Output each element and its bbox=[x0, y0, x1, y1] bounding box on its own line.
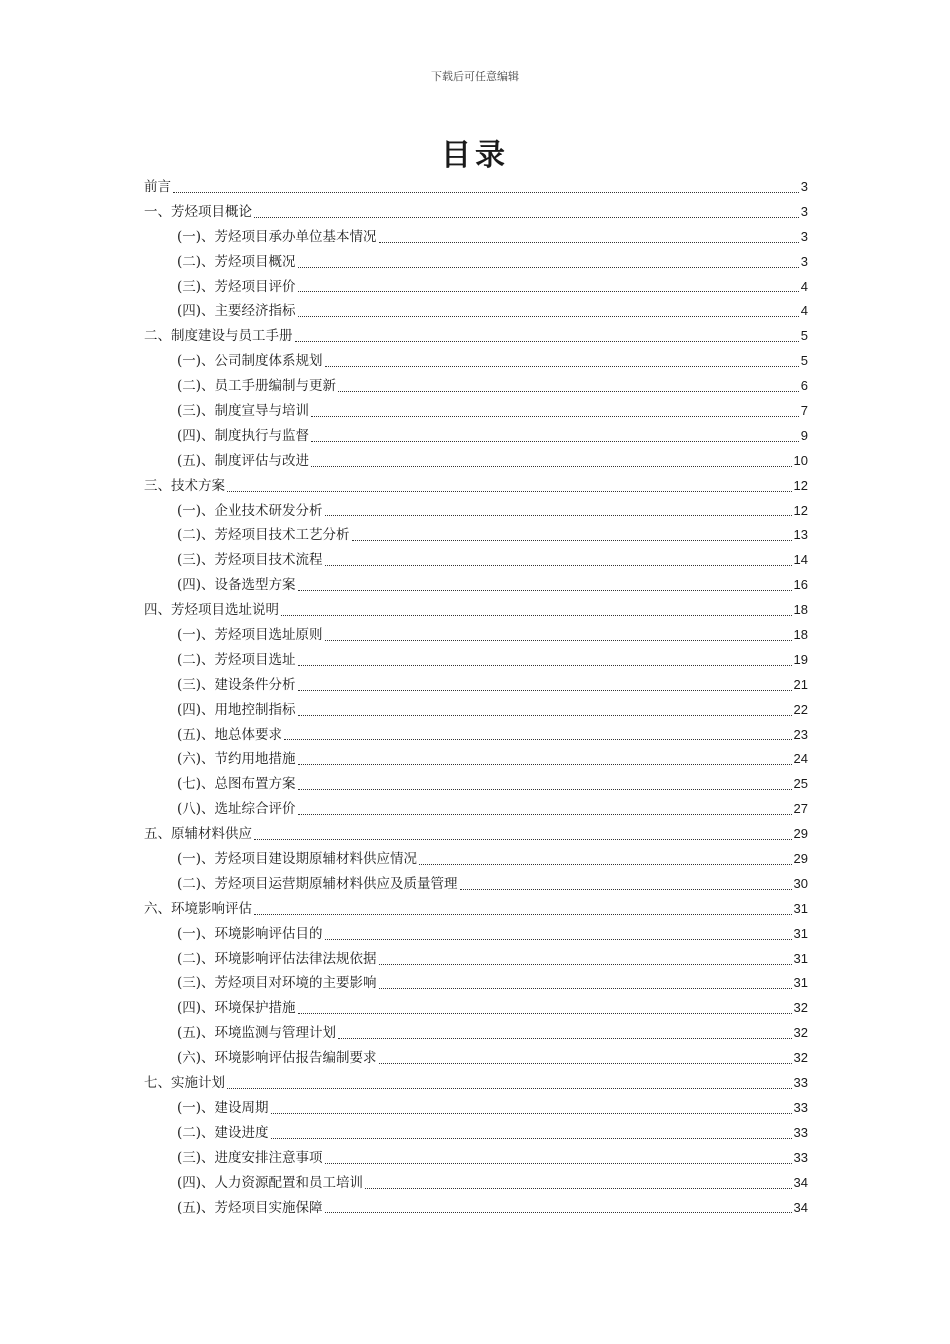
toc-entry-label: (八)、选址综合评价 bbox=[177, 801, 296, 818]
toc-entry-label: (四)、设备选型方案 bbox=[177, 577, 296, 594]
toc-leader-dots bbox=[281, 615, 792, 616]
toc-section-entry[interactable] bbox=[144, 200, 808, 225]
toc-entry-label: (四)、主要经济指标 bbox=[177, 303, 296, 320]
toc-subsection-entry[interactable] bbox=[144, 772, 808, 797]
toc-entry-label: (二)、芳烃项目选址 bbox=[177, 651, 296, 668]
toc-entry-page-number: 25 bbox=[793, 776, 808, 792]
toc-entry-label: (一)、建设周期 bbox=[177, 1099, 269, 1116]
toc-subsection-entry[interactable] bbox=[144, 1196, 808, 1221]
toc-entry-label: 六、环境影响评估 bbox=[144, 900, 252, 917]
toc-subsection-entry[interactable] bbox=[144, 623, 808, 648]
toc-entry-page-number: 7 bbox=[800, 403, 808, 418]
toc-subsection-entry[interactable] bbox=[144, 996, 808, 1021]
toc-leader-dots bbox=[460, 889, 792, 890]
toc-section-entry[interactable] bbox=[144, 175, 808, 200]
toc-entry-page-number: 4 bbox=[800, 278, 808, 294]
toc-entry-label: (三)、进度安排注意事项 bbox=[177, 1149, 323, 1166]
toc-entry-label: 二、制度建设与员工手册 bbox=[144, 328, 293, 345]
toc-entry-label: (一)、芳烃项目建设期原辅材料供应情况 bbox=[177, 851, 418, 868]
toc-subsection-entry[interactable] bbox=[144, 275, 808, 300]
toc-entry-label: (三)、芳烃项目对环境的主要影响 bbox=[177, 975, 377, 992]
toc-entry-page-number: 31 bbox=[793, 925, 808, 941]
toc-entry-label: (二)、环境影响评估法律法规依据 bbox=[177, 950, 377, 967]
toc-entry-label: (二)、芳烃项目技术工艺分析 bbox=[177, 527, 350, 544]
toc-leader-dots bbox=[311, 466, 791, 467]
toc-entry-page-number: 18 bbox=[793, 627, 808, 643]
page-header: 下载后可任意编辑 bbox=[431, 70, 519, 83]
toc-entry-label: (一)、环境影响评估目的 bbox=[177, 925, 323, 942]
toc-entry-label: (三)、芳烃项目技术流程 bbox=[177, 552, 323, 569]
toc-entry-label: (二)、建设进度 bbox=[177, 1124, 269, 1141]
toc-section-entry[interactable] bbox=[144, 897, 808, 922]
toc-leader-dots bbox=[365, 1188, 791, 1189]
toc-entry-page-number: 19 bbox=[793, 651, 808, 667]
toc-entry-page-number: 4 bbox=[800, 303, 808, 319]
toc-entry-page-number: 21 bbox=[793, 676, 808, 692]
toc-subsection-entry[interactable] bbox=[144, 673, 808, 698]
toc-leader-dots bbox=[298, 291, 799, 292]
toc-entry-page-number: 3 bbox=[800, 228, 808, 244]
toc-entry-label: (五)、环境监测与管理计划 bbox=[177, 1025, 337, 1042]
toc-entry-page-number: 27 bbox=[793, 801, 808, 817]
toc-leader-dots bbox=[311, 441, 799, 442]
toc-leader-dots bbox=[298, 316, 799, 317]
toc-subsection-entry[interactable] bbox=[144, 523, 808, 548]
toc-entry-page-number: 32 bbox=[793, 1050, 808, 1066]
toc-subsection-entry[interactable] bbox=[144, 1146, 808, 1171]
toc-subsection-entry[interactable] bbox=[144, 424, 808, 449]
toc-leader-dots bbox=[254, 914, 792, 915]
toc-entry-label: (六)、节约用地措施 bbox=[177, 751, 296, 768]
toc-leader-dots bbox=[298, 665, 792, 666]
toc-subsection-entry[interactable] bbox=[144, 548, 808, 573]
toc-subsection-entry[interactable] bbox=[144, 1121, 808, 1146]
toc-leader-dots bbox=[379, 242, 799, 243]
toc-leader-dots bbox=[298, 789, 792, 790]
toc-entry-page-number: 16 bbox=[793, 577, 808, 593]
toc-leader-dots bbox=[325, 1163, 792, 1164]
toc-entry-page-number: 14 bbox=[793, 552, 808, 568]
toc-entry-label: 一、芳烃项目概论 bbox=[144, 203, 252, 220]
toc-entry-label: (一)、芳烃项目承办单位基本情况 bbox=[177, 228, 377, 245]
toc-subsection-entry[interactable] bbox=[144, 723, 808, 748]
toc-entry-label: 五、原辅材料供应 bbox=[144, 826, 252, 843]
toc-subsection-entry[interactable] bbox=[144, 499, 808, 524]
toc-leader-dots bbox=[311, 416, 799, 417]
toc-leader-dots bbox=[298, 764, 792, 765]
toc-entry-label: (一)、芳烃项目选址原则 bbox=[177, 627, 323, 644]
toc-subsection-entry[interactable] bbox=[144, 1171, 808, 1196]
toc-entry-label: (二)、芳烃项目运营期原辅材料供应及质量管理 bbox=[177, 875, 458, 892]
toc-leader-dots bbox=[379, 988, 792, 989]
table-of-contents bbox=[144, 175, 808, 1220]
toc-leader-dots bbox=[379, 1063, 792, 1064]
toc-entry-label: (二)、员工手册编制与更新 bbox=[177, 378, 337, 395]
toc-leader-dots bbox=[298, 267, 799, 268]
toc-subsection-entry[interactable] bbox=[144, 299, 808, 324]
toc-entry-page-number: 3 bbox=[800, 178, 808, 194]
toc-entry-page-number: 31 bbox=[793, 900, 808, 916]
toc-entry-label: (四)、制度执行与监督 bbox=[177, 427, 310, 444]
toc-entry-label: (三)、建设条件分析 bbox=[177, 676, 296, 693]
toc-subsection-entry[interactable] bbox=[144, 399, 808, 424]
toc-entry-label: (四)、环境保护措施 bbox=[177, 1000, 296, 1017]
toc-subsection-entry[interactable] bbox=[144, 698, 808, 723]
toc-entry-label: (五)、芳烃项目实施保障 bbox=[177, 1199, 323, 1216]
toc-entry-page-number: 34 bbox=[793, 1199, 808, 1215]
toc-entry-page-number: 12 bbox=[793, 477, 808, 493]
toc-entry-page-number: 30 bbox=[793, 875, 808, 891]
toc-subsection-entry[interactable] bbox=[144, 797, 808, 822]
toc-subsection-entry[interactable] bbox=[144, 1021, 808, 1046]
toc-entry-page-number: 12 bbox=[793, 502, 808, 518]
toc-subsection-entry[interactable] bbox=[144, 374, 808, 399]
toc-subsection-entry[interactable] bbox=[144, 225, 808, 250]
toc-subsection-entry[interactable] bbox=[144, 250, 808, 275]
toc-entry-label: 前言 bbox=[144, 178, 171, 195]
toc-section-entry[interactable] bbox=[144, 474, 808, 499]
toc-entry-page-number: 33 bbox=[793, 1124, 808, 1140]
toc-subsection-entry[interactable] bbox=[144, 922, 808, 947]
toc-entry-page-number: 32 bbox=[793, 1000, 808, 1016]
toc-entry-page-number: 13 bbox=[793, 527, 808, 543]
toc-entry-page-number: 5 bbox=[800, 328, 808, 344]
toc-subsection-entry[interactable] bbox=[144, 747, 808, 772]
toc-entry-label: 七、实施计划 bbox=[144, 1075, 225, 1092]
toc-section-entry[interactable] bbox=[144, 1071, 808, 1096]
toc-subsection-entry[interactable] bbox=[144, 1096, 808, 1121]
toc-section-entry[interactable] bbox=[144, 598, 808, 623]
toc-leader-dots bbox=[325, 939, 792, 940]
toc-leader-dots bbox=[325, 565, 792, 566]
toc-leader-dots bbox=[227, 491, 792, 492]
toc-subsection-entry[interactable] bbox=[144, 972, 808, 997]
toc-leader-dots bbox=[338, 1038, 791, 1039]
toc-leader-dots bbox=[227, 1088, 792, 1089]
toc-entry-page-number: 24 bbox=[793, 751, 808, 767]
toc-leader-dots bbox=[419, 864, 791, 865]
toc-leader-dots bbox=[295, 341, 799, 342]
toc-entry-page-number: 33 bbox=[793, 1149, 808, 1165]
toc-entry-page-number: 31 bbox=[793, 975, 808, 991]
toc-entry-label: (四)、人力资源配置和员工培训 bbox=[177, 1174, 364, 1191]
toc-leader-dots bbox=[298, 1013, 792, 1014]
toc-leader-dots bbox=[325, 366, 799, 367]
toc-leader-dots bbox=[325, 515, 792, 516]
toc-entry-label: 三、技术方案 bbox=[144, 477, 225, 494]
toc-subsection-entry[interactable] bbox=[144, 573, 808, 598]
toc-entry-label: (一)、公司制度体系规划 bbox=[177, 353, 323, 370]
toc-leader-dots bbox=[325, 640, 792, 641]
toc-entry-label: (五)、地总体要求 bbox=[177, 726, 283, 743]
toc-leader-dots bbox=[352, 540, 792, 541]
toc-leader-dots bbox=[298, 814, 792, 815]
toc-entry-page-number: 5 bbox=[800, 353, 808, 369]
toc-entry-page-number: 31 bbox=[793, 950, 808, 966]
toc-leader-dots bbox=[284, 739, 791, 740]
toc-subsection-entry[interactable] bbox=[144, 648, 808, 673]
toc-leader-dots bbox=[254, 839, 792, 840]
toc-entry-label: (四)、用地控制指标 bbox=[177, 701, 296, 718]
toc-subsection-entry[interactable] bbox=[144, 947, 808, 972]
toc-leader-dots bbox=[298, 590, 792, 591]
toc-entry-page-number: 3 bbox=[800, 203, 808, 219]
toc-leader-dots bbox=[271, 1138, 792, 1139]
toc-entry-page-number: 6 bbox=[800, 378, 808, 394]
toc-entry-label: (三)、芳烃项目评价 bbox=[177, 278, 296, 295]
toc-entry-label: (七)、总图布置方案 bbox=[177, 776, 296, 793]
toc-subsection-entry[interactable] bbox=[144, 449, 808, 474]
toc-entry-label: (二)、芳烃项目概况 bbox=[177, 253, 296, 270]
toc-entry-label: (一)、企业技术研发分析 bbox=[177, 502, 323, 519]
toc-leader-dots bbox=[325, 1212, 792, 1213]
toc-subsection-entry[interactable] bbox=[144, 872, 808, 897]
toc-entry-page-number: 9 bbox=[800, 427, 808, 443]
toc-entry-page-number: 3 bbox=[800, 253, 808, 269]
toc-section-entry[interactable] bbox=[144, 324, 808, 349]
toc-leader-dots bbox=[271, 1113, 792, 1114]
toc-title: 目录 bbox=[441, 138, 509, 173]
toc-subsection-entry[interactable] bbox=[144, 847, 808, 872]
toc-entry-label: (六)、环境影响评估报告编制要求 bbox=[177, 1050, 377, 1067]
toc-entry-page-number: 32 bbox=[793, 1025, 808, 1041]
toc-entry-page-number: 34 bbox=[793, 1174, 808, 1190]
toc-leader-dots bbox=[173, 192, 799, 193]
toc-leader-dots bbox=[298, 715, 792, 716]
toc-entry-page-number: 23 bbox=[793, 726, 808, 742]
toc-entry-page-number: 33 bbox=[793, 1099, 808, 1115]
toc-entry-page-number: 10 bbox=[793, 452, 808, 468]
toc-section-entry[interactable] bbox=[144, 822, 808, 847]
toc-leader-dots bbox=[379, 964, 792, 965]
toc-leader-dots bbox=[254, 217, 799, 218]
toc-subsection-entry[interactable] bbox=[144, 349, 808, 374]
toc-entry-page-number: 18 bbox=[793, 602, 808, 618]
toc-subsection-entry[interactable] bbox=[144, 1046, 808, 1071]
toc-entry-page-number: 33 bbox=[793, 1075, 808, 1091]
toc-entry-page-number: 29 bbox=[793, 851, 808, 867]
toc-leader-dots bbox=[338, 391, 799, 392]
toc-entry-page-number: 22 bbox=[793, 701, 808, 717]
toc-entry-label: (五)、制度评估与改进 bbox=[177, 452, 310, 469]
toc-entry-label: (三)、制度宣导与培训 bbox=[177, 403, 310, 419]
toc-entry-label: 四、芳烃项目选址说明 bbox=[144, 602, 279, 619]
toc-entry-page-number: 29 bbox=[793, 826, 808, 842]
toc-leader-dots bbox=[298, 690, 792, 691]
